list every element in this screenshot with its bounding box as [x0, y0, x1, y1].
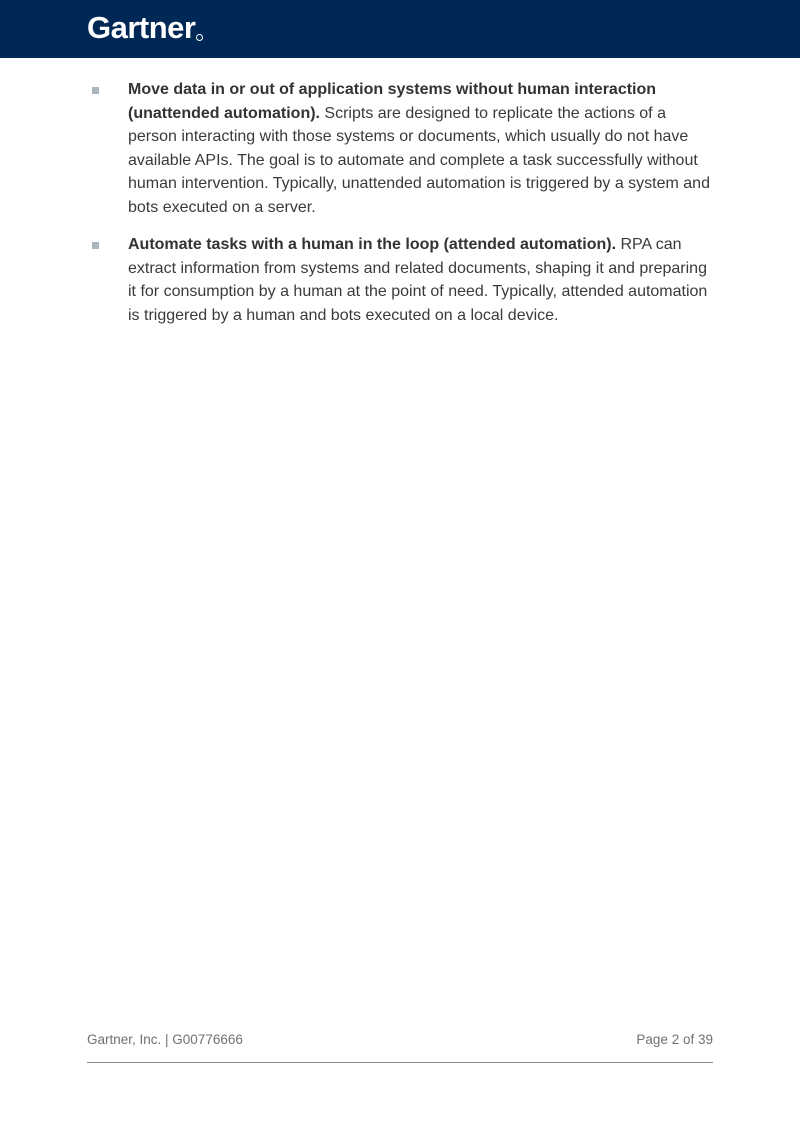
bullet-body-text: RPA can extract information from systems and related documents, shaping it and preparing it for consumption by a human at the point of need. Typically, attended automation is triggered by a human and bots executed on a local device.: [128, 236, 708, 324]
bullet-body-text: Scripts are designed to replicate the actions of a person interacting with those systems or documents, which usually do not have available APIs. The goal is to automate and complete a task successfully without human intervention. Typically, unattended automation is triggered by a system and bots executed on a server.: [128, 104, 710, 216]
bullet-lead-text: Automate tasks with a human in the loop (attended automation).: [128, 236, 617, 253]
gartner-logo: [87, 9, 203, 47]
bullet-item-attended: [128, 233, 713, 327]
registered-mark-icon: [196, 34, 203, 41]
bullet-lead-text: Move data in or out of application systems without human interaction (unattended automation).: [128, 81, 657, 122]
footer-doc-id: Gartner, Inc. | G00776666: [87, 1032, 243, 1047]
logo-text: Gartner: [87, 10, 196, 45]
header-bar: [0, 0, 800, 58]
square-bullet-icon: [92, 87, 99, 94]
document-body: [0, 78, 800, 341]
footer-divider: [87, 1062, 713, 1063]
bullet-item-unattended: [128, 78, 713, 219]
square-bullet-icon: [92, 242, 99, 249]
footer-page-number: Page 2 of 39: [636, 1032, 713, 1047]
